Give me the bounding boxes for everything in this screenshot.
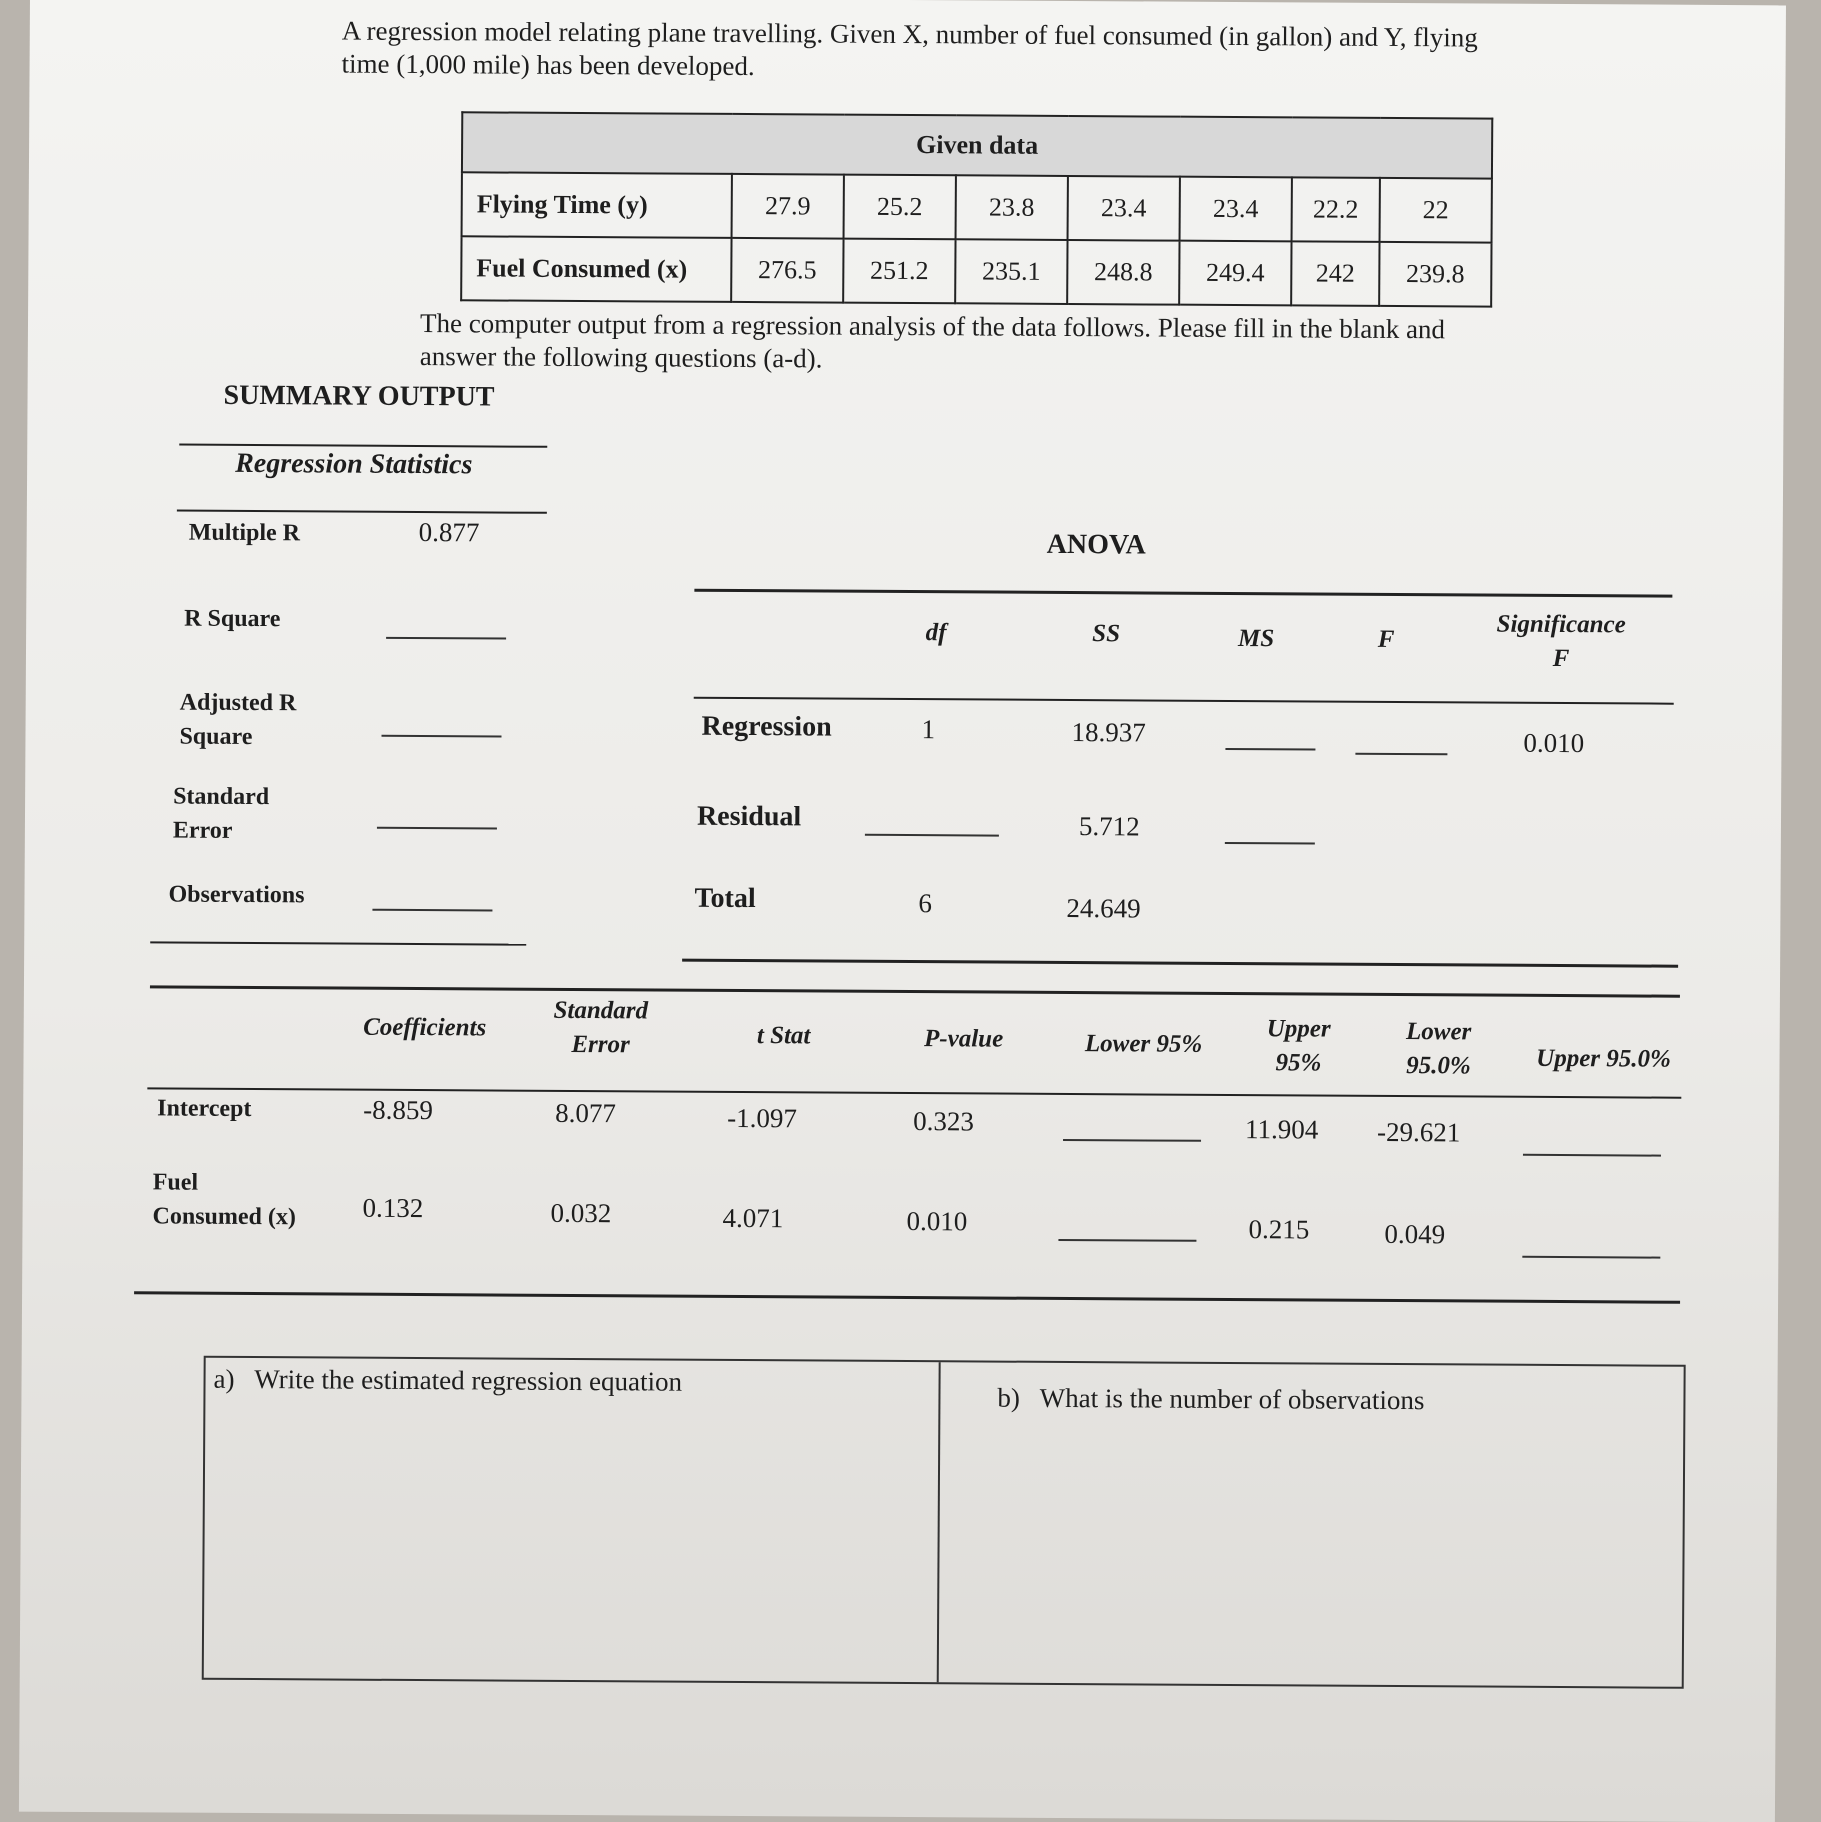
answer-area-b[interactable] <box>952 1426 1674 1680</box>
intercept-standard-error: 8.077 <box>555 1097 617 1129</box>
anova-total-ss: 24.649 <box>1066 892 1141 924</box>
table-cell: 251.2 <box>843 239 955 304</box>
intro-line-2: time (1,000 mile) has been developed. <box>341 48 755 82</box>
observations-blank[interactable] <box>372 909 492 912</box>
anova-header-f: F <box>1377 625 1395 653</box>
question-a <box>213 1364 682 1398</box>
divider <box>177 510 547 514</box>
adjusted-r-label-line-1: Adjusted R <box>179 689 297 717</box>
table-cell: 22 <box>1379 178 1491 243</box>
table-cell: 23.4 <box>1180 177 1292 242</box>
standard-error-header-line-1: Standard <box>553 996 649 1025</box>
anova-regression-ms-blank[interactable] <box>1225 748 1315 751</box>
anova-header-ss: SS <box>1092 620 1121 648</box>
anova-header-df: df <box>925 619 947 647</box>
fuel-lower-95-0: 0.049 <box>1384 1218 1446 1250</box>
coef-header-upper-95 <box>1243 1012 1353 1081</box>
upper-95-line-2: 95% <box>1275 1049 1322 1077</box>
anova-regression-f-blank[interactable] <box>1355 753 1447 756</box>
fuel-t-stat: 4.071 <box>722 1202 784 1234</box>
standard-error-label-line-2: Error <box>172 817 233 844</box>
table-cell: 25.2 <box>844 175 956 240</box>
anova-residual-ss: 5.712 <box>1078 811 1140 842</box>
summary-output-title: SUMMARY OUTPUT <box>223 379 495 413</box>
table-cell: 248.8 <box>1067 240 1179 305</box>
anova-regression-ss: 18.937 <box>1071 717 1146 748</box>
intro-line-1: A regression model relating plane travelling. Given X, number of fuel consumed (in gallon) and Y, flying <box>341 15 1478 53</box>
answer-area-a[interactable] <box>214 1408 926 1672</box>
given-data-title: Given data <box>462 112 1492 178</box>
r-square-label: R Square <box>184 605 281 633</box>
standard-error-label <box>173 780 269 849</box>
multiple-r-label: Multiple R <box>188 519 301 547</box>
anova-row-regression-label: Regression <box>701 710 832 743</box>
table-cell: 23.8 <box>956 175 1068 240</box>
coef-header-lower-95-0 <box>1383 1015 1493 1084</box>
standard-error-label-line-1: Standard <box>173 783 270 811</box>
adjusted-r-square-blank[interactable] <box>381 735 501 738</box>
table-row <box>462 172 1492 242</box>
intercept-upper-95: 11.904 <box>1245 1114 1319 1145</box>
observations-label: Observations <box>168 881 305 909</box>
upper-95-line-1: Upper <box>1266 1015 1331 1043</box>
coef-header-standard-error <box>536 994 666 1063</box>
intro-text <box>341 15 1477 88</box>
intercept-p-value: 0.323 <box>913 1106 974 1137</box>
table-cell: 23.4 <box>1068 176 1180 241</box>
question-b <box>997 1383 1424 1417</box>
question-b-text: What is the number of observations <box>1039 1382 1425 1416</box>
divider <box>694 589 1672 598</box>
fuel-p-value: 0.010 <box>906 1206 968 1237</box>
anova-residual-df-blank[interactable] <box>865 834 999 837</box>
fuel-coefficient: 0.132 <box>362 1192 424 1224</box>
anova-header-significance <box>1466 607 1656 676</box>
anova-header-ms: MS <box>1237 625 1275 653</box>
divider <box>694 697 1674 705</box>
instructions-line-2: answer the following questions (a-d). <box>419 341 823 374</box>
coef-row-fuel-consumed-label <box>152 1165 296 1234</box>
coef-row-intercept-label: Intercept <box>157 1095 252 1123</box>
anova-regression-df: 1 <box>921 714 936 745</box>
worksheet-page <box>19 0 1786 1822</box>
anova-regression-significance: 0.010 <box>1523 727 1585 759</box>
divider <box>134 1291 1680 1303</box>
table-cell: 239.8 <box>1379 242 1491 307</box>
questions-box <box>202 1356 1686 1689</box>
anova-residual-ms-blank[interactable] <box>1225 842 1315 845</box>
regression-statistics-title: Regression Statistics <box>235 447 473 481</box>
multiple-r-value: 0.877 <box>418 517 480 548</box>
coef-header-upper-95-0: Upper 95.0% <box>1536 1044 1671 1073</box>
table-cell: 276.5 <box>731 238 843 303</box>
fuel-upper-95-0-blank[interactable] <box>1522 1256 1660 1259</box>
coef-header-lower-95: Lower 95% <box>1084 1030 1203 1058</box>
intercept-lower-95-blank[interactable] <box>1063 1139 1201 1142</box>
fuel-standard-error: 0.032 <box>550 1197 612 1229</box>
fuel-lower-95-blank[interactable] <box>1058 1239 1196 1242</box>
table-cell: 27.9 <box>732 174 844 239</box>
fuel-upper-95: 0.215 <box>1248 1214 1310 1245</box>
r-square-blank[interactable] <box>386 637 506 640</box>
fuel-label-line-2: Consumed (x) <box>152 1203 296 1231</box>
table-cell: 249.4 <box>1179 241 1291 306</box>
table-cell: 242 <box>1291 241 1379 306</box>
anova-row-residual-label: Residual <box>696 800 802 833</box>
question-a-letter: a) <box>213 1363 235 1394</box>
table-row <box>461 236 1491 306</box>
significance-line-1: Significance <box>1496 610 1626 639</box>
coef-header-t-stat: t Stat <box>756 1022 811 1050</box>
anova-total-df: 6 <box>918 888 933 919</box>
adjusted-r-square-label <box>179 686 296 755</box>
row-label-fuel-consumed: Fuel Consumed (x) <box>461 236 731 302</box>
intercept-coefficient: -8.859 <box>363 1094 434 1126</box>
coef-header-p-value: P-value <box>923 1025 1004 1053</box>
question-b-letter: b) <box>997 1382 1021 1413</box>
coef-header-coefficients: Coefficients <box>363 1013 487 1042</box>
anova-row-total-label: Total <box>694 882 756 915</box>
table-cell: 235.1 <box>955 239 1067 304</box>
intercept-lower-95-0: -29.621 <box>1377 1116 1461 1148</box>
lower-95-0-line-2: 95.0% <box>1406 1052 1471 1080</box>
question-divider <box>937 1362 941 1682</box>
question-a-text: Write the estimated regression equation <box>254 1364 683 1397</box>
table-cell: 22.2 <box>1292 177 1380 242</box>
anova-title: ANOVA <box>1046 528 1146 561</box>
intercept-upper-95-0-blank[interactable] <box>1523 1154 1661 1157</box>
given-data-table <box>460 111 1493 307</box>
instructions-line-1: The computer output from a regression analysis of the data follows. Please fill in the blank and <box>419 308 1446 345</box>
standard-error-header-line-2: Error <box>571 1030 630 1059</box>
adjusted-r-label-line-2: Square <box>179 723 253 751</box>
lower-95-0-line-1: Lower <box>1405 1018 1472 1046</box>
significance-line-2: F <box>1552 644 1570 673</box>
intercept-t-stat: -1.097 <box>727 1102 798 1134</box>
fuel-label-line-1: Fuel <box>152 1169 199 1196</box>
divider <box>150 941 526 945</box>
divider <box>682 959 1678 968</box>
divider <box>150 985 1680 997</box>
row-label-flying-time: Flying Time (y) <box>462 172 732 238</box>
standard-error-blank[interactable] <box>377 827 497 830</box>
instructions-text <box>420 307 1445 379</box>
